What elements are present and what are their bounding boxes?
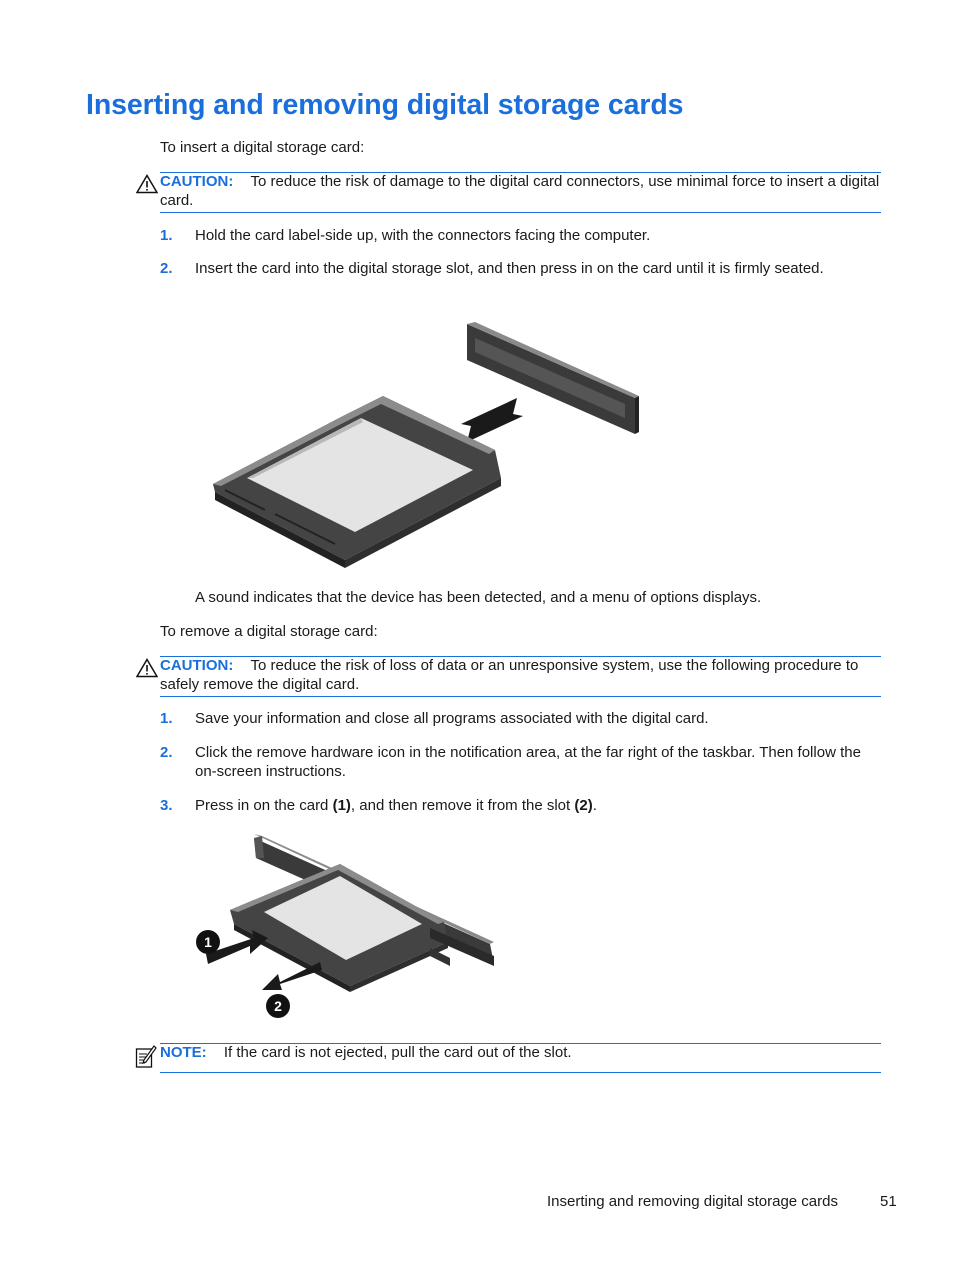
note-label: NOTE: bbox=[160, 1044, 207, 1061]
callout-label-2: 2 bbox=[274, 998, 282, 1014]
note-bottom-rule bbox=[160, 1072, 881, 1073]
caution-label: CAUTION: bbox=[160, 173, 234, 190]
caution-box-remove bbox=[160, 656, 881, 694]
callout-ref-2: (2) bbox=[574, 797, 593, 814]
step-number: 1. bbox=[160, 227, 173, 244]
caution-box-insert bbox=[160, 172, 881, 210]
note-text: If the card is not ejected, pull the card out of the slot. bbox=[223, 1044, 572, 1061]
step-number: 1. bbox=[160, 710, 173, 727]
remove-intro: To remove a digital storage card: bbox=[160, 623, 378, 640]
card-remove-illustration bbox=[190, 830, 500, 1022]
insert-intro: To insert a digital storage card: bbox=[160, 139, 365, 156]
page-number: 51 bbox=[880, 1193, 897, 1210]
footer-section: Inserting and removing digital storage cards bbox=[547, 1193, 838, 1210]
step-text: . bbox=[592, 797, 597, 814]
detected-text: A sound indicates that the device has been detected, and a menu of options displays. bbox=[195, 589, 762, 606]
caution-text: To reduce the risk of loss of data or an unresponsive system, use the following procedure to safely remove the digital card. bbox=[160, 657, 859, 693]
callout-label-1: 1 bbox=[204, 934, 212, 950]
caution-text: To reduce the risk of damage to the digital card connectors, use minimal force to insert a digital card. bbox=[160, 173, 880, 209]
step-text: , and then remove it from the slot bbox=[350, 797, 575, 814]
caution-bottom-rule bbox=[160, 696, 881, 697]
remove-step-3 bbox=[195, 796, 881, 815]
step-number: 2. bbox=[160, 260, 173, 277]
caution-label: CAUTION: bbox=[160, 657, 234, 674]
remove-step-1: Save your information and close all programs associated with the digital card. bbox=[195, 710, 709, 727]
step-number: 3. bbox=[160, 797, 173, 814]
note-pencil-icon bbox=[135, 1045, 157, 1069]
page-title: Inserting and removing digital storage cards bbox=[86, 89, 684, 121]
remove-step-2: Click the remove hardware icon in the notification area, at the far right of the taskbar. Then follow the on-screen instructions. bbox=[195, 744, 861, 780]
insert-step-1: Hold the card label-side up, with the connectors facing the computer. bbox=[195, 227, 651, 244]
insert-step-2: Insert the card into the digital storage slot, and then press in on the card until it is firmly seated. bbox=[195, 260, 824, 277]
warning-triangle-icon bbox=[136, 174, 158, 194]
caution-bottom-rule bbox=[160, 212, 881, 213]
callout-ref-1: (1) bbox=[332, 797, 351, 814]
step-text: Press in on the card bbox=[195, 797, 333, 814]
card-insert-illustration bbox=[205, 318, 645, 568]
note-box bbox=[160, 1043, 881, 1062]
warning-triangle-icon bbox=[136, 658, 158, 678]
step-number: 2. bbox=[160, 744, 173, 761]
